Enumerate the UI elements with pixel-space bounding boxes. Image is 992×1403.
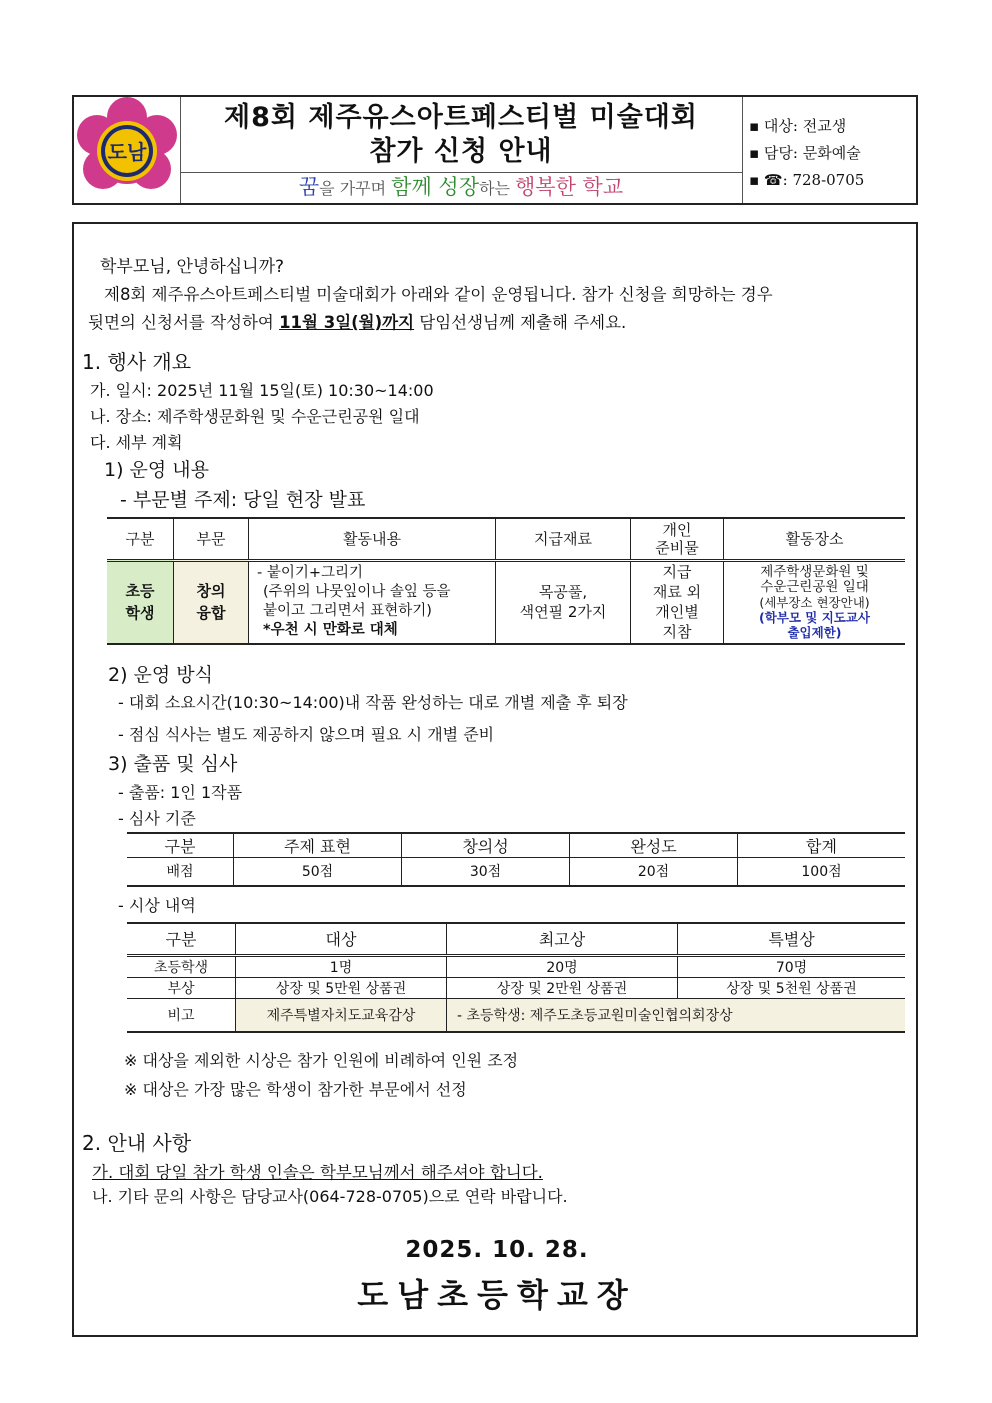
cell-personal: 지급 재료 외 개인별 지참: [631, 560, 724, 644]
deadline: 11월 3일(월)까지: [279, 313, 415, 332]
place-line: (세부장소 현장안내): [759, 594, 870, 610]
section1-title: 1. 행사 개요: [82, 350, 192, 374]
greeting: 학부모님, 안녕하십니까?: [100, 257, 285, 277]
info-manager: ▪ 담당: 문화예술: [749, 144, 861, 162]
th-gubun: 구분: [107, 518, 174, 560]
award-cell: 상장 및 5천원 상품권: [726, 980, 857, 997]
awards-table: [127, 922, 905, 1033]
motto-part-happy: 행복한 학교: [515, 175, 624, 199]
judge-title: 3) 출품 및 심사: [108, 753, 238, 775]
logo-text: 도남: [107, 140, 147, 164]
th-activity: 활동내용: [249, 518, 496, 560]
criteria-cell: 30점: [402, 858, 570, 886]
main-box: [72, 222, 918, 1337]
intro-line2: [88, 309, 626, 333]
page-title: 제8회 제주유스아트페스티벌 미술대회: [224, 102, 698, 133]
th-personal: 개인 준비물: [631, 518, 724, 560]
award-cell: 1명: [236, 955, 447, 977]
th-award: 구분: [127, 923, 236, 955]
intro-line2-post: 담임선생님께 제출해 주세요.: [414, 313, 627, 332]
school-logo: [74, 97, 181, 203]
award-cell: 초등학생: [127, 955, 236, 977]
school-motto: [180, 172, 742, 203]
award-cell: 상장 및 2만원 상품권: [447, 977, 678, 998]
cell-place: [724, 560, 906, 644]
criteria-cell: 100점: [801, 864, 842, 881]
criteria-label: - 심사 기준: [118, 809, 196, 828]
operation-subtitle: - 부문별 주제: 당일 현장 발표: [120, 489, 366, 511]
title-box: [180, 97, 742, 173]
place-restriction: 출입제한): [787, 624, 842, 640]
award-cell: 제주특별자치도교육감상: [236, 998, 447, 1032]
method-item: - 점심 식사는 별도 제공하지 않으며 필요 시 개별 준비: [118, 725, 495, 744]
event-plan: 다. 세부 계획: [90, 433, 183, 452]
th-criteria: 창의성: [402, 833, 570, 858]
operation-title: 1) 운영 내용: [104, 459, 209, 481]
award-cell: 20명: [447, 955, 678, 977]
notice-item-1: 가. 대회 당일 참가 학생 인솔은 학부모님께서 해주셔야 합니다.: [92, 1163, 543, 1182]
th-award: 최고상: [447, 923, 678, 955]
motto-part-2: 하는: [479, 179, 515, 198]
issue-date: 2025. 10. 28.: [405, 1237, 589, 1263]
criteria-table: [127, 832, 905, 887]
info-panel: [742, 97, 916, 203]
school-emblem-icon: [74, 97, 180, 203]
intro-line1: 제8회 제주유스아트페스티벌 미술대회가 아래와 같이 운영됩니다. 참가 신청을 희망하는 경우: [104, 285, 773, 304]
award-cell: 70명: [775, 959, 808, 976]
award-cell: - 초등학생: 제주도초등교원미술인협의회장상: [447, 998, 906, 1032]
th-bumun: 부문: [174, 518, 249, 560]
th-criteria: 완성도: [570, 833, 738, 858]
th-criteria: 구분: [127, 833, 234, 858]
award-cell: 비고: [127, 998, 236, 1032]
award-cell: 부상: [127, 977, 236, 998]
award-cell: 상장 및 5만원 상품권: [236, 977, 447, 998]
th-material: 지급재료: [496, 518, 631, 560]
activity-line: 붙이고 그리면서 표현하기): [263, 603, 432, 620]
info-target: ▪ 대상: 전교생: [749, 117, 847, 135]
place-line: 수운근린공원 일대: [760, 578, 869, 595]
rain-note: *우천 시 만화로 대체: [263, 622, 398, 639]
cell-activity: [249, 560, 496, 644]
activity-line: - 붙이기+그리기: [257, 565, 364, 582]
section2-title: 2. 안내 사항: [82, 1131, 192, 1155]
header-box: [72, 95, 918, 205]
cell-bumun: 창의 융합: [174, 560, 249, 644]
activity-line: (주위의 나뭇잎이나 솔잎 등을: [263, 584, 451, 601]
awards-label: - 시상 내역: [118, 896, 196, 915]
method-title: 2) 운영 방식: [108, 664, 213, 686]
note: ※ 대상을 제외한 시상은 참가 인원에 비례하여 인원 조정: [124, 1051, 519, 1070]
activity-table: [107, 517, 905, 645]
th-award: 대상: [236, 923, 447, 955]
page-subtitle: 참가 신청 안내: [369, 136, 553, 167]
method-item: - 대회 소요시간(10:30~14:00)내 작품 완성하는 대로 개별 제출 후 퇴장: [118, 693, 628, 712]
motto-part-1: 을 가꾸며: [319, 179, 392, 198]
criteria-cell: 50점: [234, 858, 402, 886]
info-phone: ▪ ☎: 728-0705: [749, 171, 865, 189]
event-date: 가. 일시: 2025년 11월 15일(토) 10:30~14:00: [90, 381, 434, 400]
notice-item-2: 나. 기타 문의 사항은 담당교사(064-728-0705)으로 연락 바랍니다.: [92, 1187, 568, 1206]
intro-line2-pre: 뒷면의 신청서를 작성하여: [88, 313, 280, 332]
motto-part-dream: 꿈: [298, 175, 320, 199]
cell-material: 목공풀, 색연필 2가지: [496, 560, 631, 644]
note: ※ 대상은 가장 많은 학생이 참가한 부문에서 선정: [124, 1080, 467, 1099]
criteria-cell: 20점: [570, 858, 738, 886]
cell-gubun: 초등 학생: [107, 560, 174, 644]
th-award: 특별상: [768, 930, 815, 950]
place-line: 제주학생문화원 및: [760, 563, 869, 580]
th-place: 활동장소: [785, 530, 844, 549]
th-criteria: 주제 표현: [234, 833, 402, 858]
th-criteria: 합계: [806, 837, 837, 856]
place-restriction: (학부모 및 지도교사: [758, 609, 871, 625]
signer: 도남초등학교장: [357, 1276, 637, 1314]
motto-part-grow: 함께 성장: [391, 175, 479, 199]
submit-rule: - 출품: 1인 1작품: [118, 783, 243, 802]
event-place: 나. 장소: 제주학생문화원 및 수운근린공원 일대: [90, 407, 420, 426]
criteria-cell: 배점: [127, 858, 234, 886]
